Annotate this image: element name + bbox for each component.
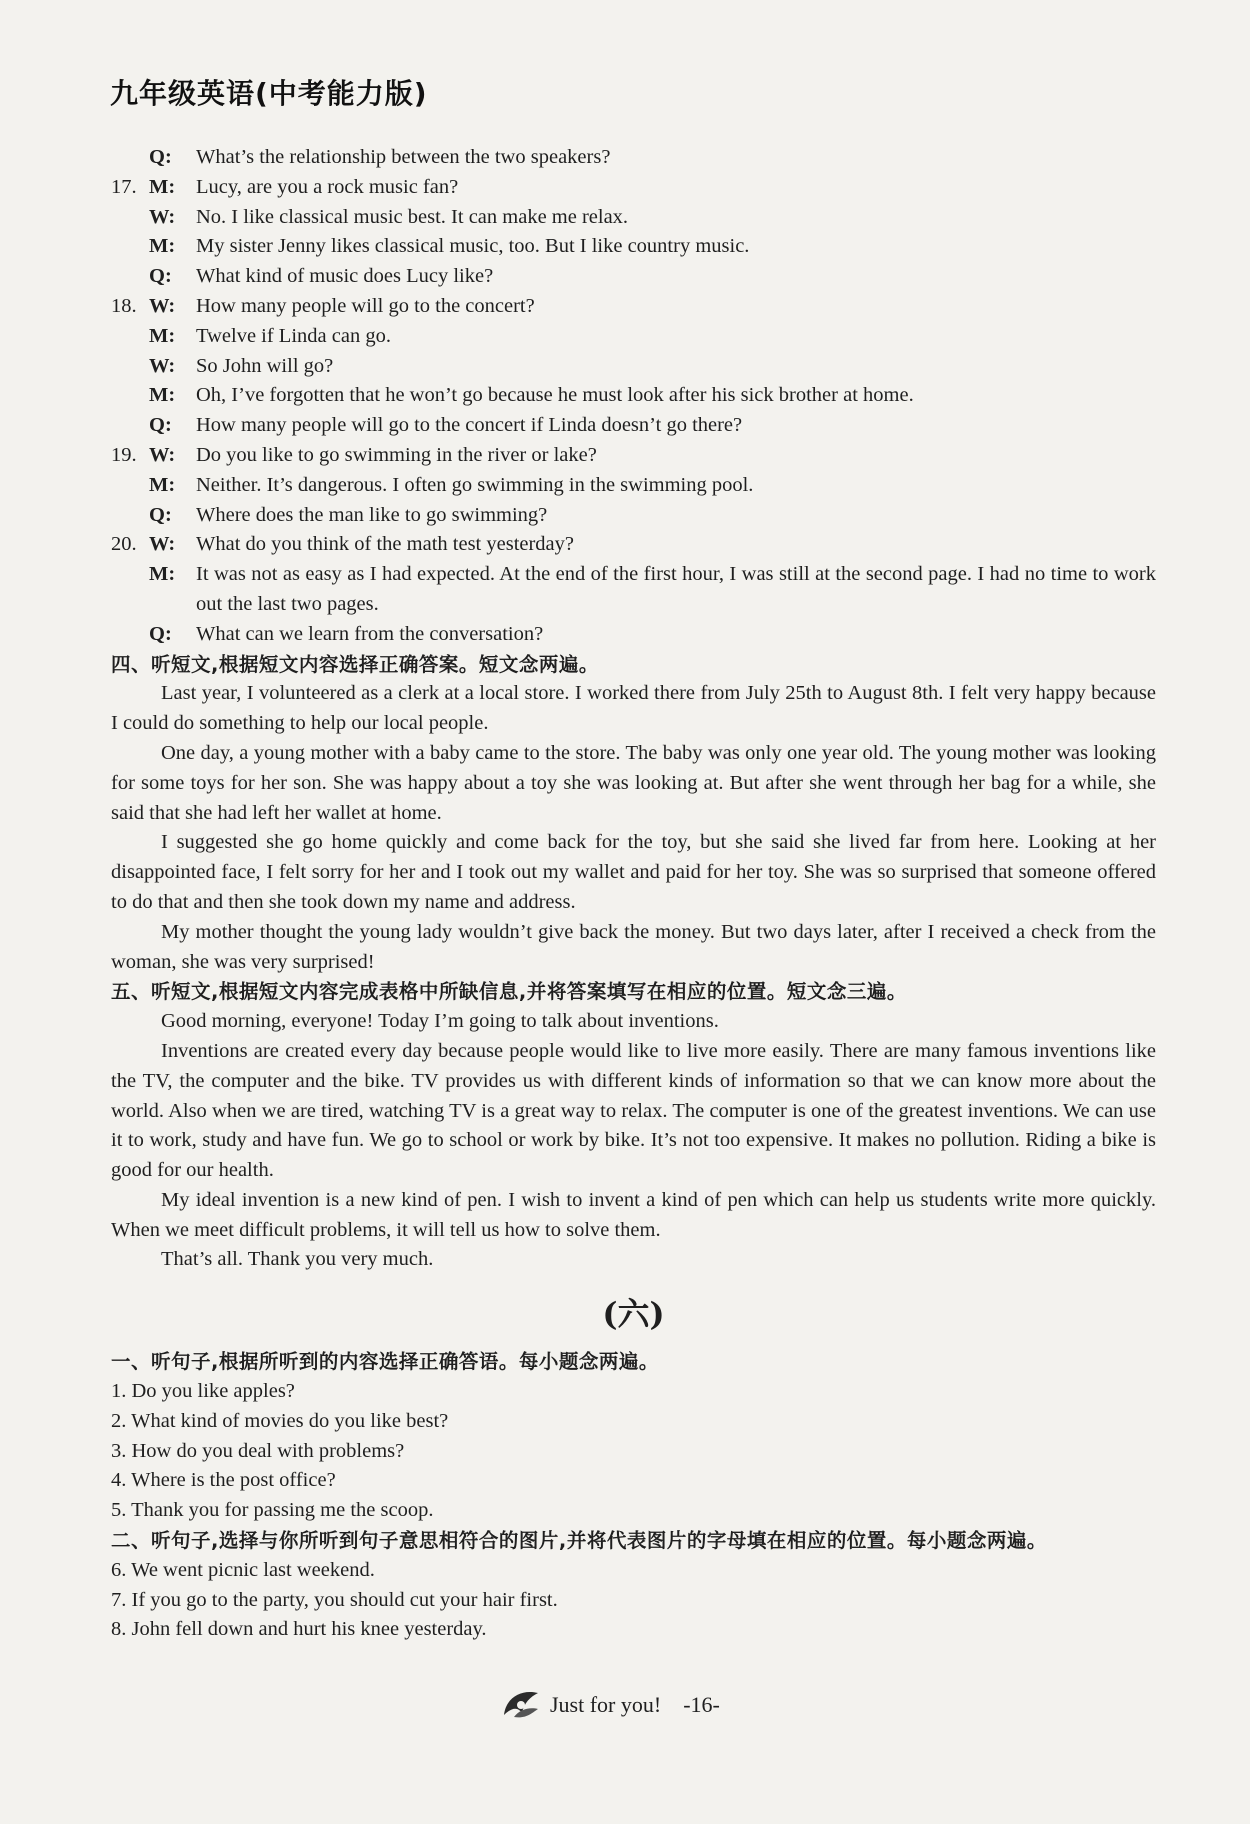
dialogue-line [111, 381, 1156, 411]
question-item: 1. Do you like apples? [111, 1380, 295, 1403]
part6-section-1-title: 一、听句子,根据所听到的内容选择正确答语。每小题念两遍。 [111, 1350, 659, 1374]
question-item: 8. John fell down and hurt his knee yesterday. [111, 1618, 487, 1641]
speaker-label: W: [149, 294, 176, 317]
dialogue-text: What do you think of the math test yesterday? [196, 533, 575, 556]
speaker-label: W: [149, 354, 176, 377]
passage-paragraph: My mother thought the young lady wouldn’t give back the money. But two days later, after I received a check from the woman, she was very surprised! [111, 920, 1156, 973]
question-item: 6. We went picnic last weekend. [111, 1558, 375, 1581]
question-number: 20. [111, 533, 137, 556]
speaker-label: M: [149, 324, 176, 347]
dialogue-line [111, 560, 1156, 620]
speaker-label: M: [149, 235, 176, 258]
question-item: 5. Thank you for passing me the scoop. [111, 1499, 434, 1522]
passage-paragraph: I suggested she go home quickly and come back for the toy, but she said she lived far from here. Looking at her disappointed face, I felt sorry for her and I took out my wallet and paid for her toy. She was so surprised that someone offered to do that and then she took down my name and address. [111, 831, 1156, 913]
dialogue-text: How many people will go to the concert if Linda doesn’t go there? [196, 414, 743, 437]
question-number: 19. [111, 443, 137, 466]
question-number: 18. [111, 294, 137, 317]
dialogue-text: So John will go? [196, 354, 334, 377]
dialogue-line [111, 530, 1156, 560]
speaker-label: Q: [149, 146, 172, 168]
dialogue-text: How many people will go to the concert? [196, 294, 535, 317]
dialogue-line [111, 143, 1156, 173]
dialogue-text: It was not as easy as I had expected. At the end of the first hour, I was still at the second page. I had no time to work out the last two pages. [196, 563, 1156, 615]
footer-slogan: Just for you! [550, 1692, 662, 1717]
dialogue-line [111, 173, 1156, 203]
question-item: 7. If you go to the party, you should cut your hair first. [111, 1588, 558, 1611]
dialogue-text: What’s the relationship between the two speakers? [196, 146, 611, 168]
speaker-label: M: [149, 473, 176, 496]
dialogue-list [111, 143, 1156, 650]
question-item: 2. What kind of movies do you like best? [111, 1409, 449, 1432]
speaker-label: W: [149, 443, 176, 466]
passage-paragraph: Inventions are created every day because people would like to live more easily. There are many famous inventions like the TV, the computer and the bike. TV provides us with different kinds of information so that we can know more about the world. Also when we are tired, watching TV is a great way to relax. The computer is one of the greatest inventions. We can use it to work, study and have fun. We go to school or work by bike. It’s not too expensive. It makes no pollution. Riding a bike is good for our health. [111, 1039, 1156, 1182]
speaker-label: Q: [149, 265, 172, 288]
dialogue-line [111, 352, 1156, 382]
passage-paragraph: Good morning, everyone! Today I’m going to talk about inventions. [161, 1010, 719, 1033]
dialogue-text: Oh, I’ve forgotten that he won’t go because he must look after his sick brother at home. [196, 384, 914, 407]
speaker-label: M: [149, 384, 176, 407]
dialogue-text: No. I like classical music best. It can make me relax. [196, 205, 629, 228]
speaker-label: Q: [149, 503, 172, 526]
page-footer [500, 1685, 800, 1725]
question-item: 3. How do you deal with problems? [111, 1439, 405, 1462]
passage-paragraph: One day, a young mother with a baby came to the store. The baby was only one year old. The young mother was looking for some toys for her son. She was happy about a toy she was looking at. But after she went through her bag for a while, she said that she had left her wallet at home. [111, 741, 1156, 824]
section-4-title: 四、听短文,根据短文内容选择正确答案。短文念两遍。 [111, 652, 599, 676]
dialogue-line [111, 232, 1156, 262]
page-number: -16- [683, 1692, 720, 1717]
page-content [111, 143, 1156, 1645]
speaker-label: W: [149, 205, 176, 228]
passage-paragraph: That’s all. Thank you very much. [161, 1248, 434, 1271]
dialogue-text: Twelve if Linda can go. [196, 324, 391, 347]
dialogue-line [111, 322, 1156, 352]
dialogue-line [111, 501, 1156, 531]
dialogue-text: Neither. It’s dangerous. I often go swimming in the swimming pool. [196, 473, 754, 496]
dialogue-line [111, 262, 1156, 292]
question-item: 4. Where is the post office? [111, 1469, 336, 1492]
dialogue-line [111, 292, 1156, 322]
dialogue-line [111, 441, 1156, 471]
page-header-title: 九年级英语(中考能力版) [110, 77, 428, 110]
dialogue-text: My sister Jenny likes classical music, too. But I like country music. [196, 235, 750, 258]
speaker-label: Q: [149, 414, 172, 437]
dialogue-line [111, 620, 1156, 650]
leaf-swirl-logo-icon [500, 1687, 542, 1723]
dialogue-line [111, 203, 1156, 233]
section-5-title: 五、听短文,根据短文内容完成表格中所缺信息,并将答案填写在相应的位置。短文念三遍。 [111, 980, 907, 1004]
speaker-label: W: [149, 533, 176, 556]
dialogue-text: Where does the man like to go swimming? [196, 503, 548, 526]
dialogue-text: Lucy, are you a rock music fan? [196, 175, 459, 198]
dialogue-text: What can we learn from the conversation? [196, 622, 544, 645]
dialogue-text: Do you like to go swimming in the river or lake? [196, 443, 597, 466]
dialogue-line [111, 411, 1156, 441]
passage-paragraph: My ideal invention is a new kind of pen. I wish to invent a kind of pen which can help us students write more quickly. When we meet difficult problems, it will tell us how to solve them. [111, 1188, 1156, 1241]
dialogue-text: What kind of music does Lucy like? [196, 265, 494, 288]
part-heading: (六) [602, 1295, 665, 1334]
speaker-label: M: [149, 563, 176, 586]
question-number: 17. [111, 175, 137, 198]
passage-paragraph: Last year, I volunteered as a clerk at a local store. I worked there from July 25th to August 8th. I felt very happy because I could do something to help our local people. [111, 682, 1156, 735]
speaker-label: M: [149, 175, 176, 198]
part6-section-2-title: 二、听句子,选择与你所听到句子意思相符合的图片,并将代表图片的字母填在相应的位置。每小题念两遍。 [111, 1529, 1047, 1553]
dialogue-line [111, 471, 1156, 501]
speaker-label: Q: [149, 622, 172, 645]
